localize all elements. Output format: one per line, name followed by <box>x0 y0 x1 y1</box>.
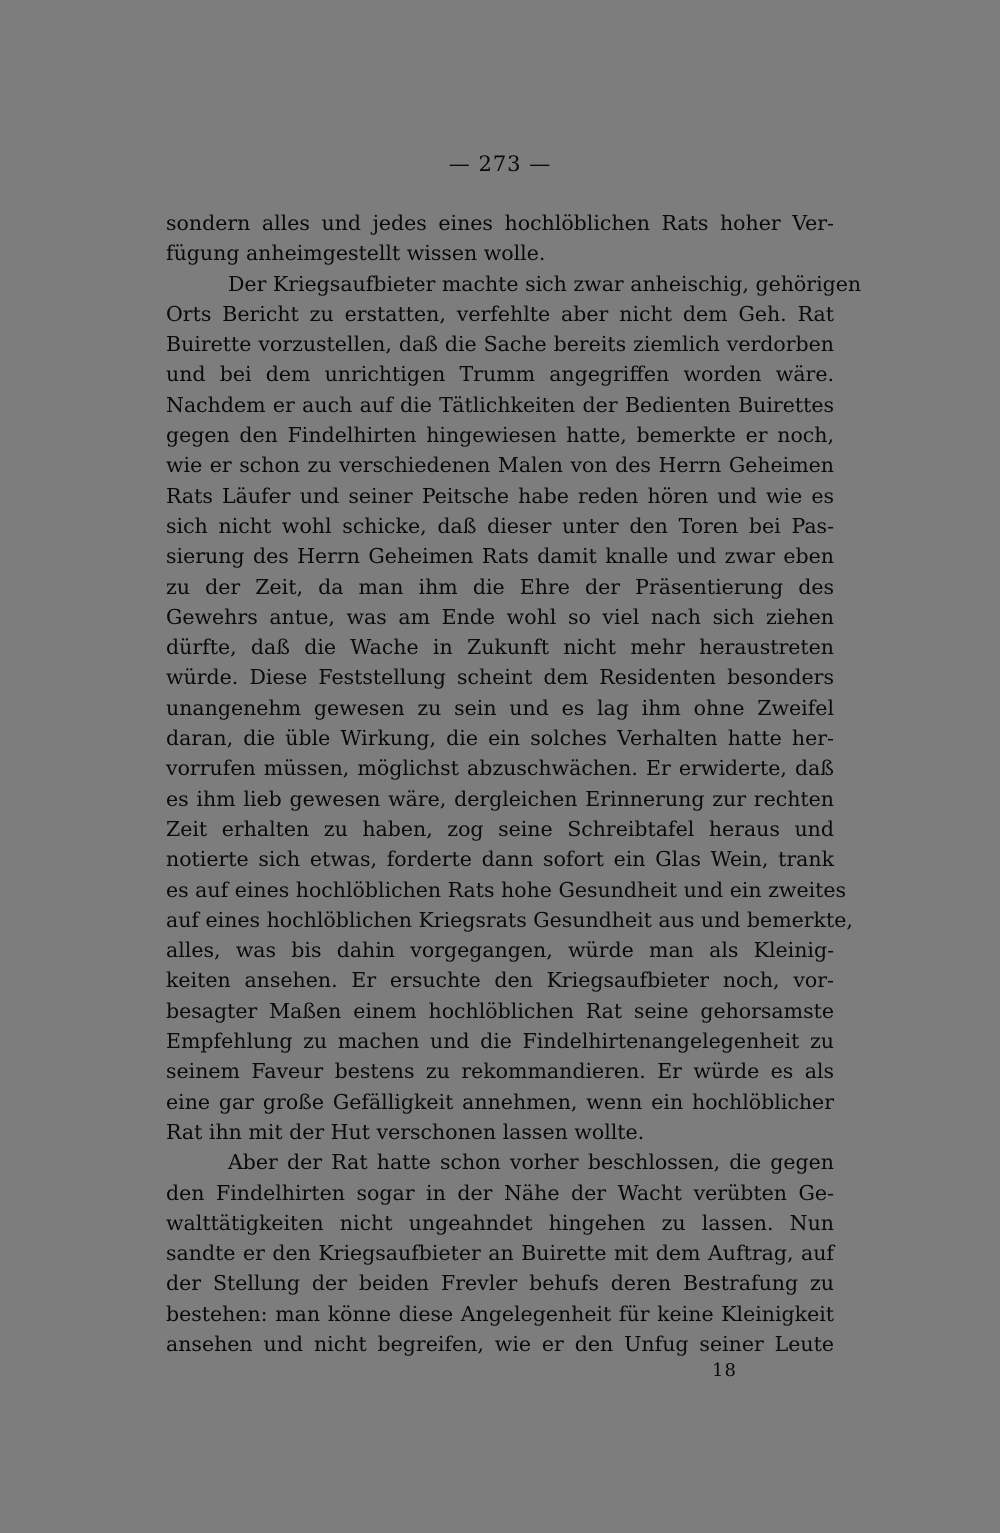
text-line: sich nicht wohl schicke, daß dieser unter den Toren bei Pas- <box>166 513 834 538</box>
text-line: auf eines hochlöblichen Kriegsrats Gesundheit aus und bemerkte, <box>166 907 853 932</box>
text-line: der Stellung der beiden Frevler behufs deren Bestrafung zu <box>166 1271 834 1296</box>
text-line: Gewehrs antue, was am Ende wohl so viel nach sich ziehen <box>166 604 834 629</box>
signature-mark: 18 <box>712 1360 737 1381</box>
text-line: eine gar große Gefälligkeit annehmen, wenn ein hochlöblicher <box>166 1089 834 1114</box>
text-line: Nachdem er auch auf die Tätlichkeiten der Bedienten Buirettes <box>166 392 834 417</box>
text-line: Empfehlung zu machen und die Findelhirtenangelegenheit zu <box>166 1029 834 1054</box>
body-text <box>166 208 862 1359</box>
paragraph <box>166 208 834 269</box>
text-line: wie er schon zu verschiedenen Malen von des Herrn Geheimen <box>166 453 834 478</box>
text-line: zu der Zeit, da man ihm die Ehre der Präsentierung des <box>166 574 834 599</box>
text-line: walttätigkeiten nicht ungeahndet hingehen zu lassen. Nun <box>166 1210 834 1235</box>
page-number: — 273 — <box>448 152 552 176</box>
text-line: sondern alles und jedes eines hochlöblichen Rats hoher Ver- <box>166 211 834 235</box>
text-line: und bei dem unrichtigen Trumm angegriffen worden wäre. <box>166 362 834 387</box>
text-line: notierte sich etwas, forderte dann sofort ein Glas Wein, trank <box>166 847 834 872</box>
text-line: würde. Diese Feststellung scheint dem Residenten besonders <box>166 665 834 690</box>
paragraph <box>166 269 862 1148</box>
text-line: Rat ihn mit der Hut verschonen lassen wollte. <box>166 1119 645 1144</box>
paragraph <box>166 1147 834 1359</box>
text-line: sandte er den Kriegsaufbieter an Buirette mit dem Auftrag, auf <box>166 1241 834 1266</box>
text-line: es ihm lieb gewesen wäre, dergleichen Erinnerung zur rechten <box>166 786 834 811</box>
text-line: unangenehm gewesen zu sein und es lag ihm ohne Zweifel <box>166 695 834 720</box>
text-line: Orts Bericht zu erstatten, verfehlte aber nicht dem Geh. Rat <box>166 301 834 326</box>
text-line: sierung des Herrn Geheimen Rats damit knalle und zwar eben <box>166 544 834 569</box>
text-line: dürfte, daß die Wache in Zukunft nicht mehr heraustreten <box>166 635 834 660</box>
text-line: es auf eines hochlöblichen Rats hohe Gesundheit und ein zweites <box>166 877 847 902</box>
text-line: Der Kriegsaufbieter machte sich zwar anheischig, gehörigen <box>228 271 862 296</box>
text-line: Buirette vorzustellen, daß die Sache bereits ziemlich verdorben <box>166 332 834 357</box>
text-line: vorrufen müssen, möglichst abzuschwächen. Er erwiderte, daß <box>166 756 834 781</box>
text-line: besagter Maßen einem hochlöblichen Rat seine gehorsamste <box>166 998 834 1023</box>
text-line: seinem Faveur bestens zu rekommandieren. Er würde es als <box>166 1059 834 1084</box>
text-line: alles, was bis dahin vorgegangen, würde man als Kleinig- <box>166 938 834 963</box>
text-line: Aber der Rat hatte schon vorher beschlossen, die gegen <box>228 1150 834 1175</box>
text-line: ansehen und nicht begreifen, wie er den Unfug seiner Leute <box>166 1331 834 1356</box>
text-line: gegen den Findelhirten hingewiesen hatte, bemerkte er noch, <box>166 423 834 448</box>
text-line: den Findelhirten sogar in der Nähe der Wacht verübten Ge- <box>166 1180 834 1205</box>
text-line: fügung anheimgestellt wissen wolle. <box>166 241 546 266</box>
text-line: Zeit erhalten zu haben, zog seine Schreibtafel heraus und <box>166 816 834 841</box>
text-line: keiten ansehen. Er ersuchte den Kriegsaufbieter noch, vor- <box>166 968 834 993</box>
text-line: daran, die üble Wirkung, die ein solches Verhalten hatte her- <box>166 726 834 751</box>
text-line: Rats Läufer und seiner Peitsche habe reden hören und wie es <box>166 483 834 508</box>
text-line: bestehen: man könne diese Angelegenheit für keine Kleinigkeit <box>166 1301 834 1326</box>
